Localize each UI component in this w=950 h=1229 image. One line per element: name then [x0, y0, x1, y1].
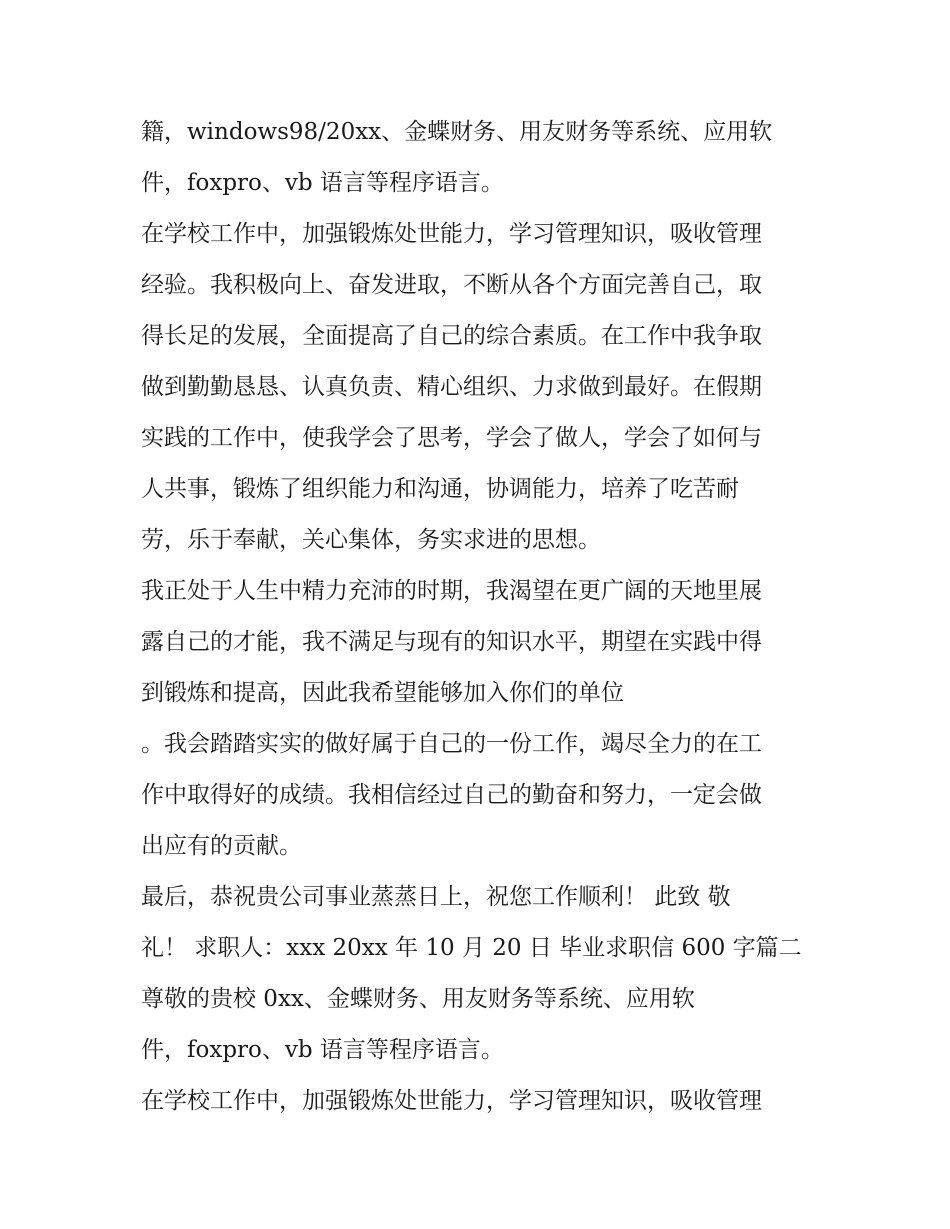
- text-line: 。我会踏踏实实的做好属于自己的一份工作，竭尽全力的在工: [141, 731, 762, 757]
- text-line: 作中取得好的成绩。我相信经过自己的勤奋和努力，一定会做: [141, 782, 762, 808]
- text-line: 在学校工作中，加强锻炼处世能力，学习管理知识，吸收管理: [141, 1088, 762, 1114]
- text-line: 劳，乐于奉献，关心集体，务实求进的思想。: [141, 527, 601, 553]
- text-line: 做到勤勤恳恳、认真负责、精心组织、力求做到最好。在假期: [141, 374, 762, 400]
- text-line: 最后，恭祝贵公司事业蒸蒸日上，祝您工作顺利！ 此致 敬: [141, 884, 731, 910]
- text-line: 我正处于人生中精力充沛的时期，我渴望在更广阔的天地里展: [141, 578, 762, 604]
- text-line: 在学校工作中，加强锻炼处世能力，学习管理知识，吸收管理: [141, 221, 762, 247]
- text-line: 实践的工作中，使我学会了思考，学会了做人，学会了如何与: [141, 425, 762, 451]
- text-line: 得长足的发展，全面提高了自己的综合素质。在工作中我争取: [141, 323, 762, 349]
- text-line: 籍，windows98/20xx、金蝶财务、用友财务等系统、应用软: [141, 119, 773, 145]
- text-line: 件，foxpro、vb 语言等程序语言。: [141, 1037, 504, 1063]
- text-line: 件，foxpro、vb 语言等程序语言。: [141, 170, 504, 196]
- text-line: 人共事，锻炼了组织能力和沟通，协调能力，培养了吃苦耐: [141, 476, 739, 502]
- text-line: 到锻炼和提高，因此我希望能够加入你们的单位: [141, 680, 624, 706]
- text-line: 礼！ 求职人：xxx 20xx 年 10 月 20 日 毕业求职信 600 字篇二: [141, 935, 802, 961]
- text-line: 出应有的贡献。: [141, 833, 302, 859]
- text-line: 尊敬的贵校 0xx、金蝶财务、用友财务等系统、应用软: [141, 986, 695, 1012]
- body-text: [141, 107, 821, 1127]
- text-line: 经验。我积极向上、奋发进取，不断从各个方面完善自己，取: [141, 272, 762, 298]
- text-line: 露自己的才能，我不满足与现有的知识水平，期望在实践中得: [141, 629, 762, 655]
